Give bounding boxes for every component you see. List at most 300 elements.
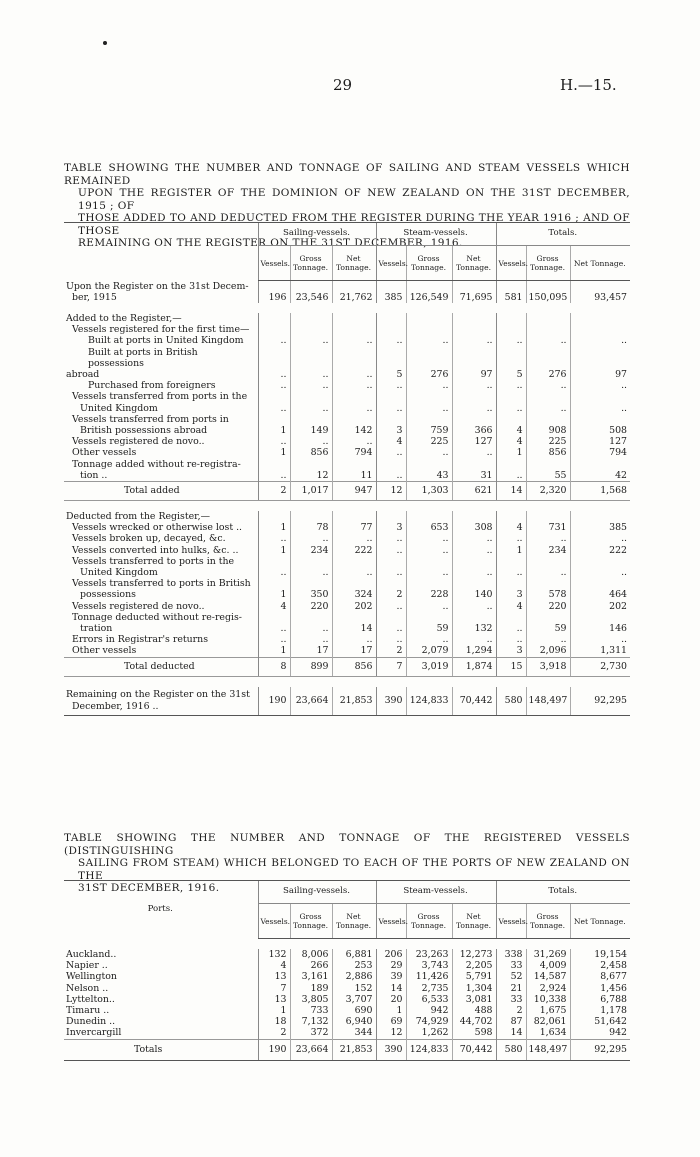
row-label [64, 545, 258, 556]
table1-subheader-gross: Gross Tonnage. [526, 246, 570, 281]
value-cell: 23,263 [406, 949, 452, 960]
value-cell: 6,788 [570, 994, 630, 1005]
empty-cell [406, 313, 452, 324]
value-cell: .. [452, 447, 496, 458]
value-cell: 21,762 [332, 281, 376, 303]
row-label [64, 436, 258, 447]
value-cell: 97 [570, 347, 630, 381]
empty-cell [570, 324, 630, 335]
table1-label-header [64, 223, 258, 281]
table-row [64, 657, 630, 676]
table-row [64, 347, 630, 381]
value-cell: 1 [258, 1005, 290, 1016]
row-label [64, 335, 258, 346]
empty-cell [570, 313, 630, 324]
port-row [64, 1016, 630, 1027]
table-row [64, 533, 630, 544]
value-cell: 142 [332, 414, 376, 436]
table1-subheader-vessels: Vessels. [376, 246, 406, 281]
total-value-cell: 390 [376, 1039, 406, 1060]
value-cell: 276 [526, 347, 570, 381]
table-row [64, 687, 630, 716]
port-name: Dunedin .. [66, 1016, 116, 1028]
value-cell: .. [332, 347, 376, 381]
port-row [64, 960, 630, 971]
value-cell: 33 [496, 960, 526, 971]
table2-title-line: 31ST DECEMBER, 1916. [78, 882, 220, 894]
value-cell: .. [258, 436, 290, 447]
value-cell: 12 [376, 1027, 406, 1039]
value-cell: 8 [258, 657, 290, 676]
value-cell: .. [290, 634, 332, 645]
port-row [64, 1005, 630, 1016]
value-cell: 21 [496, 983, 526, 994]
value-cell: 3,918 [526, 657, 570, 676]
value-cell: .. [332, 556, 376, 578]
value-cell: .. [496, 459, 526, 482]
value-cell: 2,079 [406, 645, 452, 657]
value-cell: 3 [376, 522, 406, 533]
value-cell: 308 [452, 522, 496, 533]
table-row [64, 511, 630, 522]
value-cell: 464 [570, 578, 630, 600]
value-cell: .. [452, 634, 496, 645]
value-cell: .. [290, 556, 332, 578]
value-cell: 69 [376, 1016, 406, 1027]
value-cell: 1,017 [290, 481, 332, 500]
table2-subheader-net: Net Tonnage. [452, 904, 496, 939]
value-cell: .. [570, 391, 630, 413]
row-label [64, 687, 258, 716]
value-cell: 3 [496, 578, 526, 600]
value-cell: .. [290, 612, 332, 634]
value-cell: 2,730 [570, 657, 630, 676]
value-cell: 206 [376, 949, 406, 960]
value-cell: .. [452, 391, 496, 413]
value-cell: 20 [376, 994, 406, 1005]
table-row [64, 380, 630, 391]
value-cell: 51,642 [570, 1016, 630, 1027]
port-name: Invercargill [66, 1027, 122, 1039]
empty-cell [332, 313, 376, 324]
value-cell: 6,533 [406, 994, 452, 1005]
value-cell: 2 [258, 481, 290, 500]
table-row [64, 281, 630, 303]
value-cell: 71,695 [452, 281, 496, 303]
row-label-line: Vessels transferred to ports in British [72, 578, 251, 590]
value-cell: 234 [290, 545, 332, 556]
table1-subheader-gross: Gross Tonnage. [290, 246, 332, 281]
value-cell: 2,205 [452, 960, 496, 971]
value-cell: .. [376, 391, 406, 413]
row-label-line: Added to the Register,— [66, 312, 182, 324]
value-cell: 12 [376, 481, 406, 500]
row-label-line: United Kingdom [80, 402, 158, 414]
empty-cell [258, 313, 290, 324]
value-cell: .. [258, 380, 290, 391]
value-cell: .. [452, 556, 496, 578]
value-cell: 276 [406, 347, 452, 381]
value-cell: 23,546 [290, 281, 332, 303]
value-cell: 1,303 [406, 481, 452, 500]
value-cell: 4 [376, 436, 406, 447]
table2-subheader-net: Net Tonnage. [332, 904, 376, 939]
table1-subheader-vessels: Vessels. [496, 246, 526, 281]
value-cell: 653 [406, 522, 452, 533]
value-cell: 11,426 [406, 971, 452, 982]
total-value-cell: 148,497 [526, 1039, 570, 1060]
value-cell: 12,273 [452, 949, 496, 960]
value-cell: 17 [332, 645, 376, 657]
value-cell: 385 [376, 281, 406, 303]
value-cell: .. [376, 459, 406, 482]
row-label-line: Tonnage deducted without re-regis- [72, 611, 242, 623]
row-label-line: Built at ports in British possessions [88, 346, 198, 369]
value-cell: 4 [496, 414, 526, 436]
empty-cell [452, 313, 496, 324]
empty-cell [496, 313, 526, 324]
table-row [64, 522, 630, 533]
row-label [64, 533, 258, 544]
value-cell: 97 [452, 347, 496, 381]
value-cell: 733 [290, 1005, 332, 1016]
spacer-row [64, 676, 630, 687]
total-value-cell: 92,295 [570, 1039, 630, 1060]
value-cell: 2,096 [526, 645, 570, 657]
totals-row [64, 1039, 630, 1060]
value-cell: .. [290, 533, 332, 544]
empty-cell [406, 324, 452, 335]
value-cell: 8,006 [290, 949, 332, 960]
value-cell: 127 [570, 436, 630, 447]
value-cell: 220 [290, 601, 332, 612]
value-cell: 3,019 [406, 657, 452, 676]
value-cell: 598 [452, 1027, 496, 1039]
value-cell: 1,294 [452, 645, 496, 657]
table2-subheader-gross: Gross Tonnage. [526, 904, 570, 939]
value-cell: 324 [332, 578, 376, 600]
value-cell: 5 [376, 347, 406, 381]
row-label-line: Remaining on the Register on the 31st [66, 689, 250, 701]
value-cell: 1 [258, 545, 290, 556]
value-cell: 3,161 [290, 971, 332, 982]
value-cell: 1,568 [570, 481, 630, 500]
value-cell: 1 [376, 1005, 406, 1016]
value-cell: .. [406, 545, 452, 556]
value-cell: 2 [496, 1005, 526, 1016]
row-label-line: Other vessels [72, 645, 137, 657]
row-label-line: tration [80, 622, 113, 634]
table1-subheader-vessels: Vessels. [258, 246, 290, 281]
value-cell: .. [406, 634, 452, 645]
total-value-cell: 70,442 [452, 1039, 496, 1060]
empty-cell [376, 511, 406, 522]
value-cell: 856 [290, 447, 332, 458]
value-cell: .. [526, 533, 570, 544]
spacer-row [64, 939, 630, 950]
value-cell: 19,154 [570, 949, 630, 960]
row-label [64, 324, 258, 335]
value-cell: 385 [570, 522, 630, 533]
value-cell: 52 [496, 971, 526, 982]
value-cell: 344 [332, 1027, 376, 1039]
value-cell: 1,874 [452, 657, 496, 676]
total-value-cell: 124,833 [406, 1039, 452, 1060]
value-cell: 87 [496, 1016, 526, 1027]
value-cell: 1 [258, 522, 290, 533]
port-row [64, 971, 630, 982]
value-cell: 18 [258, 1016, 290, 1027]
table1-group-steam: Steam-vessels. [376, 223, 496, 246]
value-cell: 146 [570, 612, 630, 634]
value-cell: .. [570, 380, 630, 391]
value-cell: 942 [570, 1027, 630, 1039]
value-cell: .. [496, 335, 526, 346]
table2-group-steam: Steam-vessels. [376, 881, 496, 904]
value-cell: 44,702 [452, 1016, 496, 1027]
table2-subheader-net: Net Tonnage. [570, 904, 630, 939]
value-cell: 225 [406, 436, 452, 447]
value-cell: 7,132 [290, 1016, 332, 1027]
value-cell: .. [496, 380, 526, 391]
value-cell: .. [526, 380, 570, 391]
value-cell: 7 [258, 983, 290, 994]
row-label [64, 645, 258, 657]
value-cell: 2 [376, 578, 406, 600]
value-cell: 6,881 [332, 949, 376, 960]
row-label-line: Errors in Registrar's returns [72, 634, 209, 646]
value-cell: 4 [496, 601, 526, 612]
value-cell: 2,924 [526, 983, 570, 994]
value-cell: .. [496, 634, 526, 645]
value-cell: .. [332, 634, 376, 645]
table2-subheader-gross: Gross Tonnage. [406, 904, 452, 939]
row-label-line: Vessels transferred to ports in the [72, 555, 235, 567]
value-cell: 14 [376, 983, 406, 994]
value-cell: 578 [526, 578, 570, 600]
row-label [64, 447, 258, 458]
value-cell: .. [332, 391, 376, 413]
value-cell: .. [452, 533, 496, 544]
table1-group-sailing: Sailing-vessels. [258, 223, 376, 246]
value-cell: 124,833 [406, 687, 452, 716]
value-cell: 372 [290, 1027, 332, 1039]
value-cell: 794 [570, 447, 630, 458]
empty-cell [258, 511, 290, 522]
value-cell: 5,791 [452, 971, 496, 982]
spacer-row [64, 303, 630, 313]
value-cell: .. [376, 545, 406, 556]
spacer [64, 303, 630, 313]
port-name: Timaru .. [66, 1005, 110, 1017]
value-cell: .. [496, 556, 526, 578]
row-label-line: Tonnage added without re-registra- [72, 458, 241, 470]
empty-cell [452, 324, 496, 335]
table1-subheader-gross: Gross Tonnage. [406, 246, 452, 281]
value-cell: 366 [452, 414, 496, 436]
value-cell: 4,009 [526, 960, 570, 971]
value-cell: 908 [526, 414, 570, 436]
table-row [64, 335, 630, 346]
value-cell: .. [332, 335, 376, 346]
row-label [64, 313, 258, 324]
spacer [64, 676, 630, 687]
value-cell: 1 [258, 645, 290, 657]
port-name: Auckland.. [66, 949, 117, 960]
row-label [64, 459, 258, 482]
value-cell: 10,338 [526, 994, 570, 1005]
empty-cell [496, 324, 526, 335]
value-cell: 580 [496, 687, 526, 716]
value-cell: 31 [452, 459, 496, 482]
value-cell: 2 [376, 645, 406, 657]
value-cell: .. [452, 545, 496, 556]
value-cell: .. [290, 335, 332, 346]
value-cell: 581 [496, 281, 526, 303]
value-cell: 152 [332, 983, 376, 994]
value-cell: 11 [332, 459, 376, 482]
value-cell: 13 [258, 971, 290, 982]
table2-subheader-gross: Gross Tonnage. [290, 904, 332, 939]
value-cell: 3,707 [332, 994, 376, 1005]
table2-group-sailing: Sailing-vessels. [258, 881, 376, 904]
page-number: 29 [333, 76, 353, 94]
table1-title-line: TABLE SHOWING THE NUMBER AND TONNAGE OF SAILING AND STEAM VESSELS WHICH REMAINED [64, 162, 630, 187]
empty-cell [332, 511, 376, 522]
value-cell: 12 [290, 459, 332, 482]
table1-title-line: THOSE ADDED TO AND DEDUCTED FROM THE REGISTER DURING THE YEAR 1916 ; AND OF THOSE [78, 212, 630, 237]
value-cell: 488 [452, 1005, 496, 1016]
value-cell: 947 [332, 481, 376, 500]
value-cell: 794 [332, 447, 376, 458]
value-cell: 149 [290, 414, 332, 436]
row-label-line: Vessels converted into hulks, &c. .. [72, 544, 239, 556]
total-value-cell: 190 [258, 1039, 290, 1060]
empty-cell [290, 324, 332, 335]
value-cell: 59 [526, 612, 570, 634]
row-label-line: Vessels registered for the first time— [72, 324, 250, 336]
value-cell: 140 [452, 578, 496, 600]
empty-cell [526, 313, 570, 324]
value-cell: .. [258, 556, 290, 578]
value-cell: 202 [570, 601, 630, 612]
value-cell: 899 [290, 657, 332, 676]
empty-cell [290, 511, 332, 522]
value-cell: 5 [496, 347, 526, 381]
value-cell: 8,677 [570, 971, 630, 982]
value-cell: .. [406, 391, 452, 413]
table-row [64, 645, 630, 657]
spacer [64, 939, 630, 950]
value-cell: 1 [258, 447, 290, 458]
value-cell: 14,587 [526, 971, 570, 982]
value-cell: 190 [258, 687, 290, 716]
value-cell: 3 [496, 645, 526, 657]
value-cell: 23,664 [290, 687, 332, 716]
table-row [64, 459, 630, 482]
value-cell: 132 [452, 612, 496, 634]
totals-label: Totals [64, 1039, 258, 1060]
row-label [64, 612, 258, 634]
table2-body [64, 939, 630, 1061]
value-cell: .. [376, 556, 406, 578]
value-cell: 942 [406, 1005, 452, 1016]
value-cell: 14 [332, 612, 376, 634]
table-row [64, 436, 630, 447]
value-cell: .. [290, 347, 332, 381]
table1-body [64, 281, 630, 716]
row-label-line: Purchased from foreigners [88, 380, 216, 392]
row-label-line: possessions [80, 589, 136, 601]
table1-subheader-net: Net Tonnage. [452, 246, 496, 281]
row-label-line: Vessels registered de novo.. [72, 436, 205, 448]
total-label: Total added [64, 481, 258, 500]
row-label [64, 578, 258, 600]
value-cell: .. [376, 634, 406, 645]
row-label-line: abroad [66, 368, 100, 380]
value-cell: .. [526, 556, 570, 578]
value-cell: 4 [496, 522, 526, 533]
value-cell: .. [496, 612, 526, 634]
value-cell: 1 [496, 447, 526, 458]
value-cell: .. [570, 533, 630, 544]
table-row [64, 556, 630, 578]
port-row [64, 1027, 630, 1039]
value-cell: 3 [376, 414, 406, 436]
value-cell: .. [376, 447, 406, 458]
value-cell: 7 [376, 657, 406, 676]
value-cell: 150,095 [526, 281, 570, 303]
row-label [64, 281, 258, 303]
value-cell: .. [376, 533, 406, 544]
empty-cell [496, 511, 526, 522]
value-cell: 1,456 [570, 983, 630, 994]
total-label: Total deducted [64, 657, 258, 676]
value-cell: .. [452, 380, 496, 391]
row-label [64, 556, 258, 578]
value-cell: 74,929 [406, 1016, 452, 1027]
value-cell: .. [406, 556, 452, 578]
value-cell: .. [290, 436, 332, 447]
value-cell: .. [332, 436, 376, 447]
value-cell: .. [570, 634, 630, 645]
table1-subheader-net: Net Tonnage. [332, 246, 376, 281]
empty-cell [452, 511, 496, 522]
value-cell: 731 [526, 522, 570, 533]
value-cell: 2,735 [406, 983, 452, 994]
value-cell: 42 [570, 459, 630, 482]
value-cell: .. [406, 601, 452, 612]
value-cell: 132 [258, 949, 290, 960]
row-label [64, 511, 258, 522]
value-cell: 33 [496, 994, 526, 1005]
value-cell: 1,634 [526, 1027, 570, 1039]
value-cell: .. [258, 634, 290, 645]
value-cell: 196 [258, 281, 290, 303]
ports-column-header: Ports. [64, 881, 258, 939]
row-label-line: Vessels transferred from ports in the [72, 391, 248, 403]
table-row [64, 447, 630, 458]
empty-cell [332, 324, 376, 335]
value-cell: .. [570, 335, 630, 346]
value-cell: .. [376, 335, 406, 346]
port-row [64, 949, 630, 960]
row-label [64, 601, 258, 612]
value-cell: .. [526, 335, 570, 346]
row-label [64, 414, 258, 436]
port-name: Lyttelton.. [66, 993, 115, 1005]
value-cell: 3,081 [452, 994, 496, 1005]
